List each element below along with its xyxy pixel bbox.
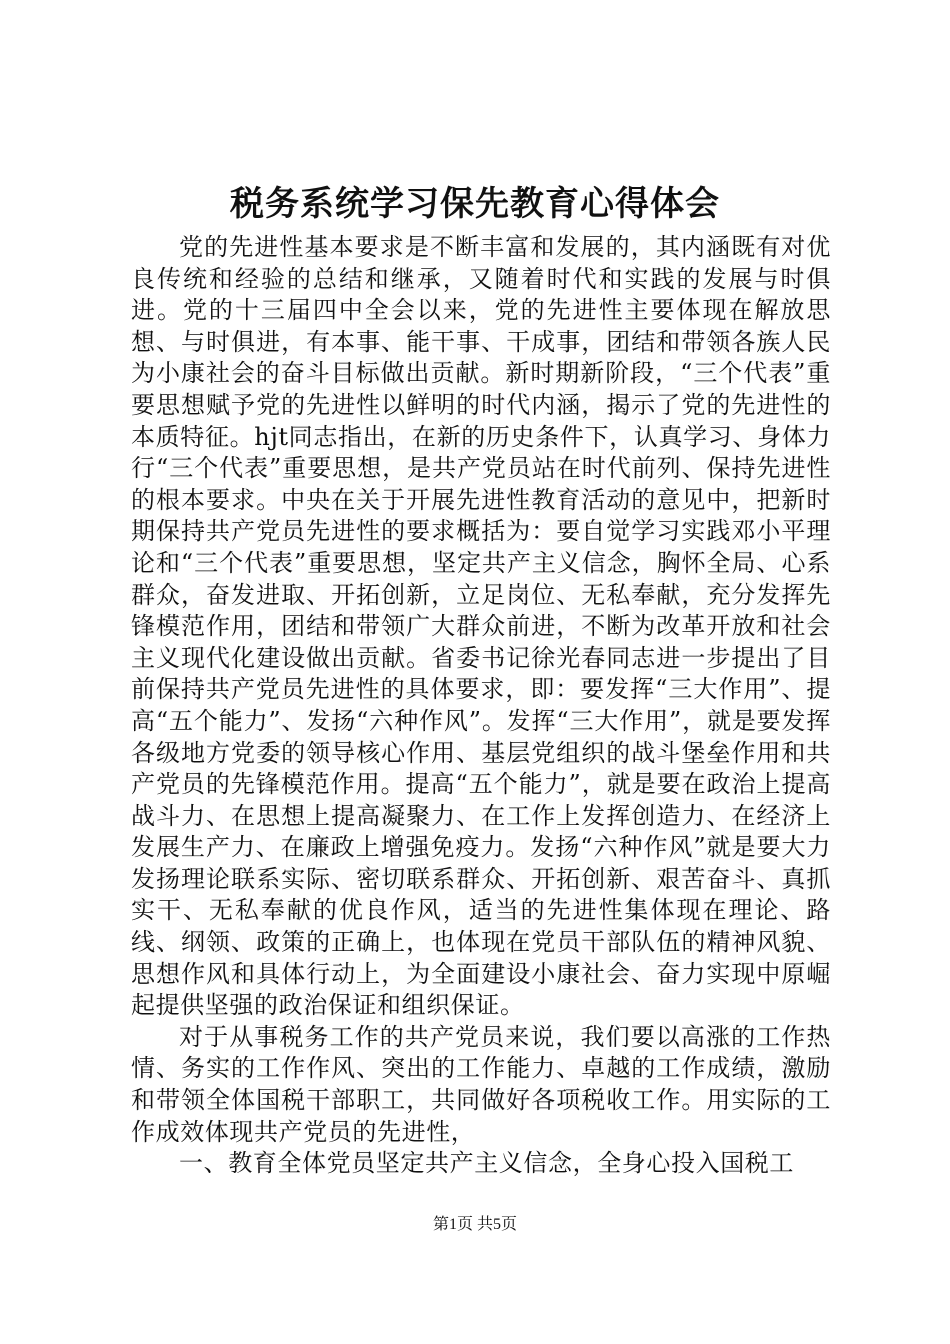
paragraph: 一、教育全体党员坚定共产主义信念，全身心投入国税工 [179, 1149, 794, 1178]
page-footer: 第1页 共5页 [432, 1216, 517, 1233]
paragraph: 对于从事税务工作的共产党员来说，我们要以高涨的工作热情、务实的工作作风、突出的工作能力、卓越的工作成绩，激励和带领全体国税干部职工，共同做好各项税收工作。用实际的工作成效体现共产党员的先进性， [131, 1022, 831, 1146]
paragraph: 党的先进性基本要求是不断丰富和发展的，其内涵既有对优良传统和经验的总结和继承，又随着时代和实践的发展与时俱进。党的十三届四中全会以来，党的先进性主要体现在解放思想、与时俱进，有本事、能干事、干成事，团结和带领各族人民为小康社会的奋斗目标做出贡献。新时期新阶段，“三个代表”重要思想赋予党的先进性以鲜明的时代内涵，揭示了党的先进性的本质特征。hjt同志指出，在新的历史条件下，认真学习、身体力行“三个代表”重要思想，是共产党员站在时代前列、保持先进性的根本要求。中央在关于开展先进性教育活动的意见中，把新时期保持共产党员先进性的要求概括为：要自觉学习实践邓小平理论和“三个代表”重要思想，坚定共产主义信念，胸怀全局、心系群众，奋发进取、开拓创新，立足岗位、无私奉献，充分发挥先锋模范作用，团结和带领广大群众前进，不断为改革开放和社会主义现代化建设做出贡献。省委书记徐光春同志进一步提出了目前保持共产党员先进性的具体要求，即：要发挥“三大作用”、提高“五个能力”、发扬“六种作风”。发挥“三大作用”，就是要发挥各级地方党委的领导核心作用、基层党组织的战斗堡垒作用和共产党员的先锋模范作用。提高“五个能力”，就是要在政治上提高战斗力、在思想上提高凝聚力、在工作上发挥创造力、在经济上发展生产力、在廉政上增强免疫力。发扬“六种作风”就是要大力发扬理论联系实际、密切联系群众、开拓创新、艰苦奋斗、真抓实干、无私奉献的优良作风，适当的先进性集体现在理论、路线、纲领、政策的正确上，也体现在党员干部队伍的精神风貌、思想作风和具体行动上，为全面建设小康社会、奋力实现中原崛起提供坚强的政治保证和组织保证。 [131, 233, 831, 1020]
document-body [131, 232, 831, 1180]
document-title: 税务系统学习保先教育心得体会 [230, 184, 720, 224]
